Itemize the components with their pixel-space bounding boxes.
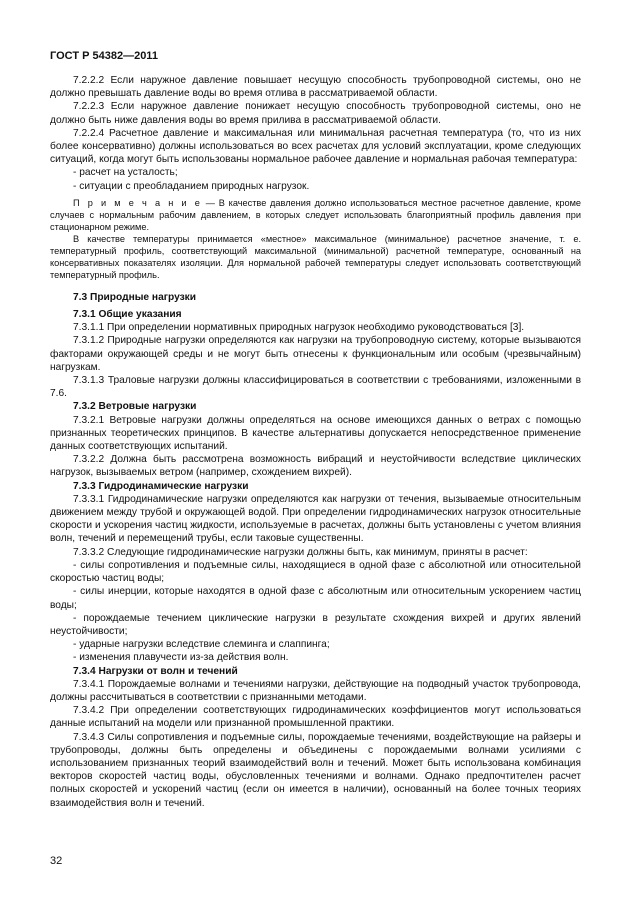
paragraph-7-3-3-1: 7.3.3.1 Гидродинамические нагрузки определяются как нагрузки от течения, вызываемые относительным движением между трубой и окружающей водой. При определении гидродинамических нагрузок относительные скорости и ускорения частиц жидкости, используемые в расчетах, должны быть установлены с учетом влияния волн, течений и перемещений трубы, если таковые существенны. — [50, 493, 581, 545]
paragraph-7-3-1-2: 7.3.1.2 Природные нагрузки определяются как нагрузки на трубопроводную систему, которые вызываются факторами окружающей среды и не могут быть отнесены к функциональным или особым (чрезвычайным) нагрузкам. — [50, 335, 581, 373]
paragraph-7-3-2-1: 7.3.2.1 Ветровые нагрузки должны определяться на основе имеющихся данных о ветрах с помощью признанных теоретических принципов. В качестве альтернативы допускается непосредственное применение данных соответствующих испытаний. — [50, 414, 581, 453]
note-text: — В качестве давления должно использоваться местное расчетное давление, кроме случаев с нормальным рабочим давлением, в которых следует использовать благоприятный профиль давления при стационарном режиме. — [50, 197, 581, 232]
list-item: - изменения плавучести из-за действия волн. — [73, 652, 289, 664]
paragraph-7-3-1-1: 7.3.1.1 При определении нормативных природных нагрузок необходимо руководствоваться [3]. — [73, 322, 525, 334]
list-item: - расчет на усталость; — [73, 167, 178, 179]
note — [50, 197, 581, 233]
list-item: - ситуации с преобладанием природных нагрузок. — [73, 180, 310, 192]
paragraph-7-3-1-3: 7.3.1.3 Траловые нагрузки должны классифицироваться в соответствии с требованиями, изложенными в 7.6. — [50, 375, 581, 400]
section-heading-7-3-3: 7.3.3 Гидродинамические нагрузки — [73, 480, 249, 492]
page-number: 32 — [50, 855, 63, 867]
paragraph-7-3-4-3: 7.3.4.3 Силы сопротивления и подъемные силы, порождаемые течениями, воздействующие на райзеры и трубопроводы, должны быть определены и объединены с порождаемыми волнами усилиями с использованием признанных теорий взаимодействий волн и течений. Может быть использована комбинация векторов скоростей частиц воды, обусловленных течениями и волнами. Однако предпочтителен расчет полных скоростей и ускорений частиц (если он имеется в наличии), основанный на более точных теориях взаимодействия волн и течений. — [50, 731, 581, 809]
paragraph-7-2-2-4: 7.2.2.4 Расчетное давление и максимальная или минимальная расчетная температура (то, что из них более консервативно) должны использоваться во всех расчетах для условий эксплуатации, кроме следующих ситуаций, когда могут быть использованы нормальное рабочее давление и нормальная рабочая температура: — [50, 127, 581, 166]
section-heading-7-3-1: 7.3.1 Общие указания — [73, 309, 182, 321]
list-item: - силы инерции, которые находятся в одной фазе с абсолютным или относительным ускорением частиц воды; — [50, 586, 581, 611]
paragraph-7-2-2-3: 7.2.2.3 Если наружное давление понижает несущую способность трубопроводной системы, оно не должно быть ниже давления воды во время прилива в рассматриваемой области. — [50, 101, 581, 126]
paragraph-7-3-3-2: 7.3.3.2 Следующие гидродинамические нагрузки должны быть, как минимум, приняты в расчет: — [73, 546, 528, 558]
note-paragraph-2: В качестве температуры принимается «местное» максимальное (минимальное) расчетное значение, т. е. температурный профиль, соответствующий максимальной (минимальной) расчетной температуре, основанный на консервативных показателях изоляции. Для нормальной рабочей температуры следует использовать соответствующий температурный профиль. — [50, 233, 581, 280]
paragraph-7-3-4-2: 7.3.4.2 При определении соответствующих гидродинамических коэффициентов могут использоваться данные испытаний на модели или признанной промышленной практики. — [50, 705, 581, 730]
section-heading-7-3: 7.3 Природные нагрузки — [73, 291, 197, 303]
list-item: - силы сопротивления и подъемные силы, находящиеся в одной фазе с абсолютной или относительной скоростью частиц воды; — [50, 559, 581, 585]
section-heading-7-3-2: 7.3.2 Ветровые нагрузки — [73, 401, 197, 413]
paragraph-7-2-2-2: 7.2.2.2 Если наружное давление повышает несущую способность трубопроводной системы, оно не должно превышать давление воды во время отлива в рассматриваемой области. — [50, 75, 581, 100]
section-heading-7-3-4: 7.3.4 Нагрузки от волн и течений — [73, 665, 238, 677]
list-item: - порождаемые течением циклические нагрузки в результате схождения вихрей и других явлений неустойчивости; — [50, 612, 581, 637]
paragraph-7-3-2-2: 7.3.2.2 Должна быть рассмотрена возможность вибраций и неустойчивости вследствие циклических нагрузок, вызываемых ветром (например, схождением вихрей). — [50, 454, 581, 479]
paragraph-7-3-4-1: 7.3.4.1 Порождаемые волнами и течениями нагрузки, действующие на подводный участок трубопровода, должны рассчитываться в соответствии с признанными методами. — [50, 678, 581, 703]
list-item: - ударные нагрузки вследствие слеминга и слаппинга; — [73, 639, 330, 651]
document-header: ГОСТ Р 54382—2011 — [50, 50, 158, 62]
document-body — [50, 74, 581, 810]
note-label: П р и м е ч а н и е — [73, 197, 203, 208]
